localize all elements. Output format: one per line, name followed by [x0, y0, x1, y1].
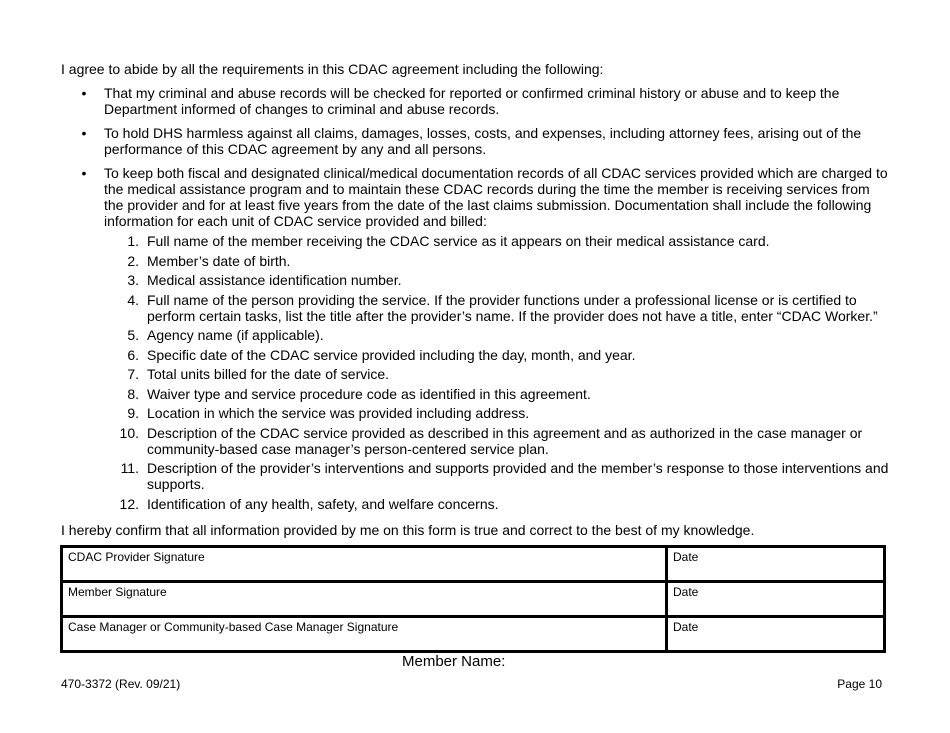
documentation-item: [104, 460, 891, 492]
item-text: Waiver type and service procedure code as identified in this agreement.: [147, 385, 591, 402]
item-text: Location in which the service was provided including address.: [147, 405, 530, 421]
item-number: 11.: [120, 460, 139, 476]
signature-row: [62, 547, 885, 582]
signature-label: CDAC Provider Signature: [68, 550, 205, 564]
bullet-icon: •: [81, 125, 87, 141]
item-number: 8.: [127, 385, 139, 402]
item-number: 1.: [127, 233, 139, 249]
item-number: 9.: [127, 405, 139, 421]
item-number: 4.: [127, 291, 139, 308]
signature-label: Case Manager or Community-based Case Manager Signature: [68, 620, 399, 634]
item-number: 7.: [127, 366, 139, 382]
date-label: Date: [673, 550, 699, 564]
documentation-item: [104, 366, 891, 382]
documentation-item: [104, 386, 891, 402]
item-text: Total units billed for the date of service.: [147, 366, 390, 382]
item-number: 12.: [119, 495, 139, 512]
documentation-list: [104, 233, 891, 512]
requirement-item: [61, 125, 891, 157]
item-text: Specific date of the CDAC service provided including the day, month, and year.: [147, 346, 636, 363]
case-manager-signature-field[interactable]: [62, 617, 667, 652]
documentation-item: [104, 405, 891, 421]
item-text: Full name of the person providing the service. If the provider functions under a professional license or is certified to perform certain tasks, list the title after the provider’s name. If the provider does not have a title, enter “CDAC Worker.”: [147, 291, 878, 324]
date-label: Date: [673, 585, 699, 599]
requirement-text: That my criminal and abuse records will be checked for reported or confirmed criminal history or abuse and to keep the Department informed of changes to criminal and abuse records.: [104, 85, 840, 117]
confirmation-statement: I hereby confirm that all information provided by me on this form is true and correct to the best of my knowledge.: [61, 522, 755, 538]
signature-row: [62, 617, 885, 652]
documentation-item: [104, 327, 891, 343]
documentation-item: [104, 292, 891, 324]
item-text: Identification of any health, safety, and welfare concerns.: [147, 495, 499, 512]
documentation-item: [104, 272, 891, 288]
date-label: Date: [673, 620, 699, 634]
item-text: Agency name (if applicable).: [147, 327, 324, 343]
item-number: 3.: [127, 272, 139, 288]
provider-signature-field[interactable]: [62, 547, 667, 582]
requirements-list: [61, 85, 891, 520]
requirement-item: [61, 165, 891, 512]
member-date-field[interactable]: [667, 582, 885, 617]
documentation-item: [104, 496, 891, 512]
requirement-text: To keep both fiscal and designated clinical/medical documentation records of all CDAC services provided which are charged to the medical assistance program and to maintain these CDAC records during the time the member is receiving services from the provider and for at least five years from the date of the last claims submission. Documentation shall include the following information for each unit of CDAC service provided and billed:: [104, 165, 888, 229]
form-number: 470-3372 (Rev. 09/21): [61, 677, 181, 691]
bullet-icon: •: [81, 165, 87, 181]
documentation-item: [104, 347, 891, 363]
signature-label: Member Signature: [68, 585, 167, 599]
item-number: 5.: [127, 327, 139, 343]
member-name-label: Member Name:: [402, 653, 506, 670]
intro-text: I agree to abide by all the requirements in this CDAC agreement including the following:: [61, 61, 604, 77]
signature-table: [60, 545, 886, 653]
bullet-icon: •: [81, 85, 87, 101]
documentation-item: [104, 425, 891, 457]
member-signature-field[interactable]: [62, 582, 667, 617]
provider-date-field[interactable]: [667, 547, 885, 582]
item-text: Full name of the member receiving the CDAC service as it appears on their medical assistance card.: [147, 233, 770, 249]
item-number: 2.: [127, 252, 139, 269]
requirement-text: To hold DHS harmless against all claims, damages, losses, costs, and expenses, including attorney fees, arising out of the performance of this CDAC agreement by any and all persons.: [104, 125, 862, 157]
documentation-item: [104, 253, 891, 269]
item-text: Description of the CDAC service provided as described in this agreement and as authorized in the case manager or community-based case manager’s person-centered service plan.: [147, 424, 863, 457]
page-number: Page 10: [837, 677, 882, 691]
case-manager-date-field[interactable]: [667, 617, 885, 652]
item-text: Medical assistance identification number.: [147, 272, 402, 288]
item-number: 10.: [119, 424, 139, 441]
item-number: 6.: [127, 346, 139, 363]
signature-row: [62, 582, 885, 617]
item-text: Description of the provider’s interventions and supports provided and the member’s response to those interventions and supports.: [147, 460, 889, 492]
documentation-item: [104, 233, 891, 249]
requirement-item: [61, 85, 891, 117]
item-text: Member’s date of birth.: [147, 252, 291, 269]
